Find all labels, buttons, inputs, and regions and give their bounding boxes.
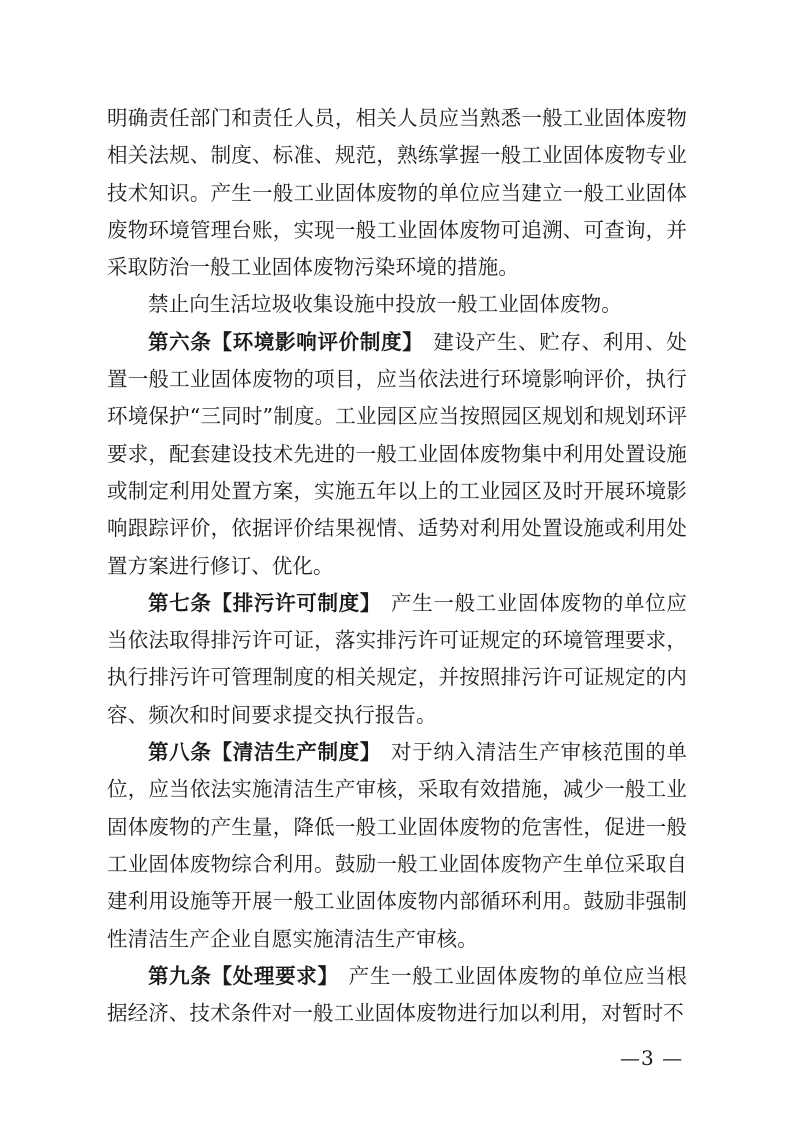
article-text: 产生一般工业固体废物的单位应当依法取得排污许可证，落实排污许可证规定的环境管理要求，执行排污许可管理制度的相关规定，并按照排污许可证规定的内容、频次和时间要求提交执行报告。 xyxy=(107,590,687,727)
article-heading: 第七条【排污许可制度】 xyxy=(148,590,382,615)
article-6 xyxy=(107,324,687,585)
article-7 xyxy=(107,585,687,734)
paragraph-text: 明确责任部门和责任人员，相关人员应当熟悉一般工业固体废物相关法规、制度、标准、规范，熟练掌握一般工业固体废物专业技术知识。产生一般工业固体废物的单位应当建立一般工业固体废物环境管理台账，实现一般工业固体废物可追溯、可查询，并采取防治一般工业固体废物污染环境的措施。 xyxy=(107,106,687,280)
article-8 xyxy=(107,734,687,958)
document-body xyxy=(107,100,687,1032)
page-number: —3 — xyxy=(620,1046,684,1070)
article-9 xyxy=(107,958,687,1033)
article-text: 建设产生、贮存、利用、处置一般工业固体废物的项目，应当依法进行环境影响评价，执行环境保护“三同时”制度。工业园区应当按照园区规划和规划环评要求，配套建设技术先进的一般工业固体废物集中利用处置设施或制定利用处置方案，实施五年以上的工业园区及时开展环境影响跟踪评价，依据评价结果视情、适势对利用处置设施或利用处置方案进行修订、优化。 xyxy=(107,329,687,578)
article-text: 产生一般工业固体废物的单位应当根据经济、技术条件对一般工业固体废物进行加以利用，对暂时不 xyxy=(107,963,687,1026)
paragraph-1 xyxy=(107,100,687,286)
article-text: 对于纳入清洁生产审核范围的单位，应当依法实施清洁生产审核，采取有效措施，减少一般工业固体废物的产生量，降低一般工业固体废物的危害性，促进一般工业固体废物综合利用。鼓励一般工业固体废物产生单位采取自建利用设施等开展一般工业固体废物内部循环利用。鼓励非强制性清洁生产企业自愿实施清洁生产审核。 xyxy=(107,740,687,951)
article-heading: 第八条【清洁生产制度】 xyxy=(148,740,382,765)
article-heading: 第六条【环境影响评价制度】 xyxy=(148,329,424,354)
paragraph-2 xyxy=(107,286,687,323)
paragraph-text: 禁止向生活垃圾收集设施中投放一般工业固体废物。 xyxy=(148,292,622,317)
article-heading: 第九条【处理要求】 xyxy=(148,963,339,988)
